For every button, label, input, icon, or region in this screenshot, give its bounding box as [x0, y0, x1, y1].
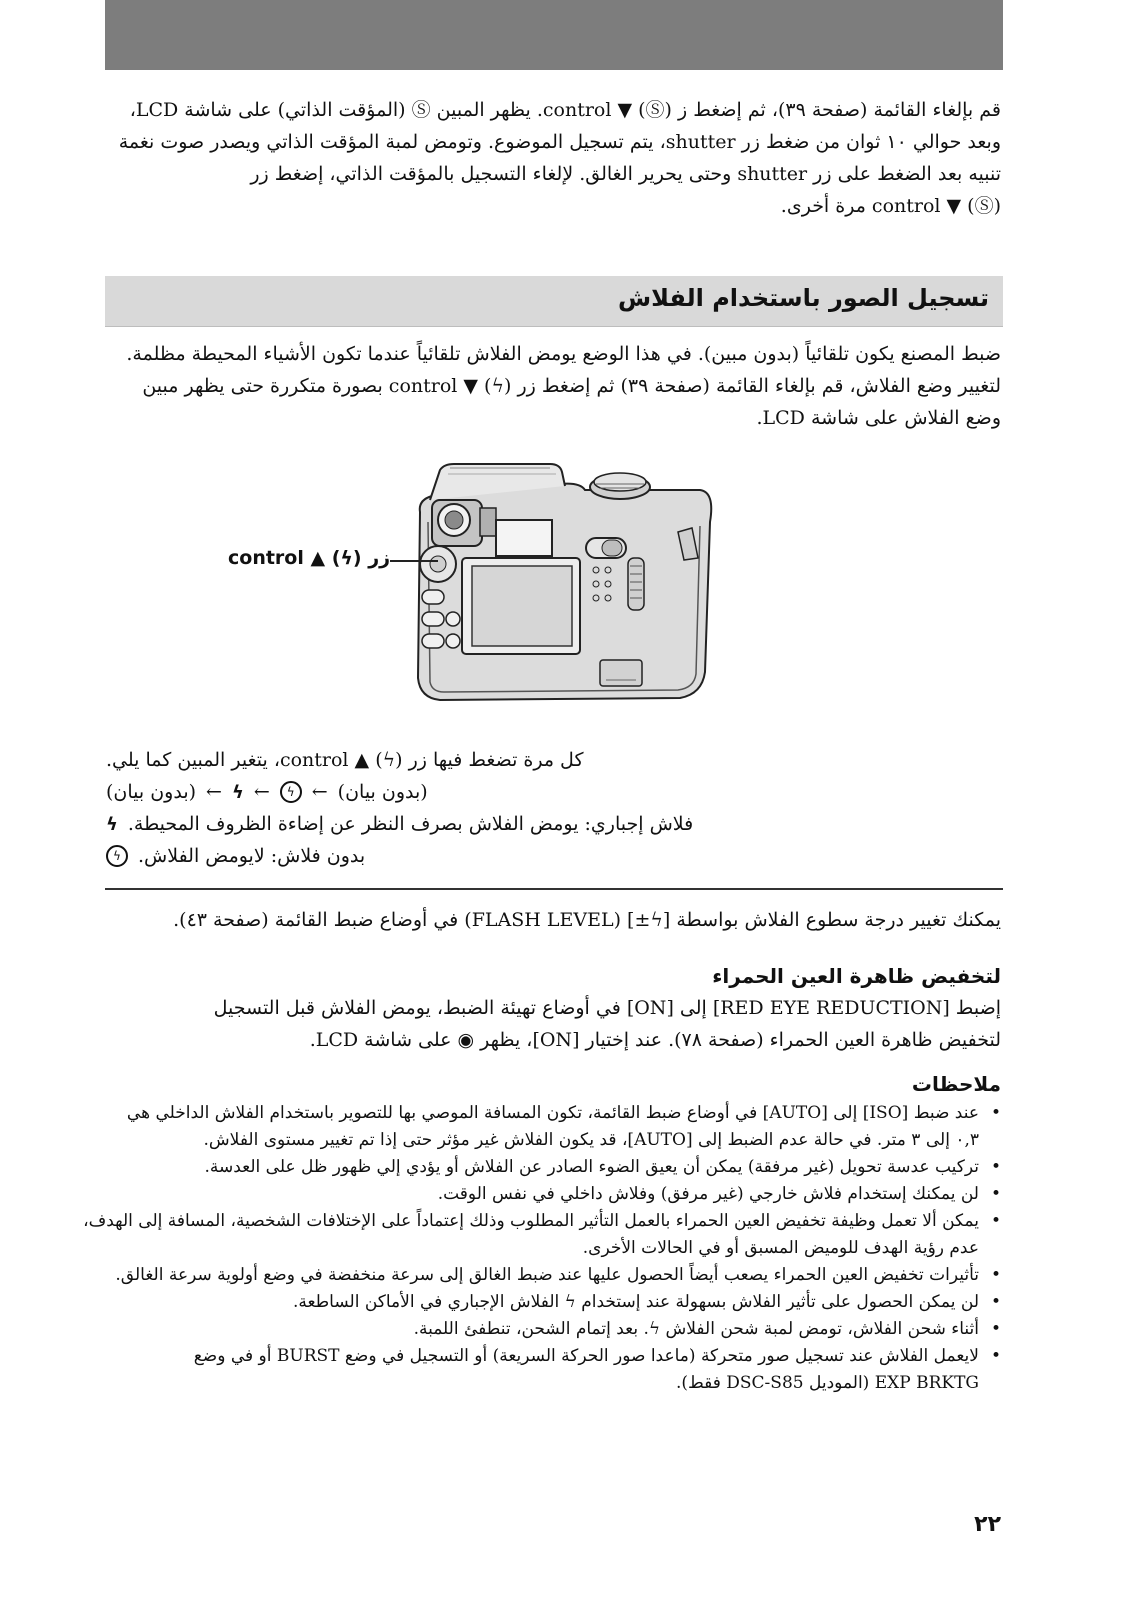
self-timer-paragraph [106, 94, 1001, 222]
flash-level-paragraph [106, 904, 1001, 936]
text-line: إضبط [RED EYE REDUCTION] إلى [ON] في أوضاع تهيئة الضبط، يومض الفلاش قبل التسجيل [213, 997, 1001, 1019]
note-line: • لايعمل الفلاش عند تسجيل صور متحركة (ماعدا صور الحركة السريعة) أو التسجيل في وضع BURST أو في وضع [193, 1346, 979, 1366]
note-line: • لن يمكنك إستخدام فلاش خارجي (غير مرفق) وفلاش داخلي في نفس الوقت. [437, 1184, 979, 1204]
text-line: وبعد حوالي ١٠ ثوان من ضغط زر shutter، يتم تسجيل الموضوع. وتومض لمبة المؤقت الذاتي ويصدر صوت نغمة [118, 131, 1001, 153]
page-number: ٢٢ [974, 1512, 1001, 1537]
text-line: control ▼ (Ⓢ) مرة أخرى. [780, 195, 1001, 217]
notes-list [83, 1100, 1001, 1397]
notes-section [83, 1068, 1001, 1397]
no-flash-icon [106, 845, 128, 867]
text-line: لتخفيض ظاهرة العين الحمراء (صفحة ٧٨). عند إختيار [ON]، يظهر ◉ على شاشة LCD. [309, 1029, 1001, 1051]
list-item [106, 1262, 1001, 1289]
notes-heading: ملاحظات [911, 1072, 1001, 1096]
arrow-icon: ← [311, 781, 328, 803]
note-line: • تركيب عدسة تحويل (غير مرفقة) يمكن أن يعيق الضوء الصادر عن الفلاش أو يؤدي إلي ظهور ظل على العدسة. [204, 1157, 979, 1177]
text-line: وضع الفلاش على شاشة LCD. [756, 407, 1001, 429]
mode-forced [106, 808, 1001, 840]
list-item [106, 1343, 1001, 1397]
modes-intro [106, 744, 1001, 776]
flash-intro-paragraph [106, 338, 1001, 434]
red-eye-section [106, 960, 1001, 1056]
list-item [106, 1100, 1001, 1154]
figure-label: زر control ▲ (ϟ) [228, 547, 391, 569]
note-line: • لن يمكن الحصول على تأثير الفلاش بسهولة عند إستخدام ϟ الفلاش الإجباري في الأماكن الساطعة. [292, 1292, 979, 1312]
text-line: قم بإلغاء القائمة (صفحة ٣٩)، ثم إضغط ز control ▼ (Ⓢ). يظهر المبين Ⓢ (المؤقت الذاتي) على شاشة LCD، [129, 99, 1001, 121]
text-line: تنبيه بعد الضغط على زر shutter وحتى يحرير الغالق. لإلغاء التسجيل بالمؤقت الذاتي، إضغط زر [250, 163, 1001, 185]
no-flash-icon [280, 781, 302, 803]
no-flash-glyph: ϟ [113, 849, 121, 863]
leader-line [390, 560, 438, 562]
mode-cycle [106, 776, 1001, 808]
note-line: عدم رؤية الهدف للوميض المسبق أو في الحالات الأخرى. [582, 1238, 979, 1258]
cycle-start: (بدون بيان) [106, 781, 197, 803]
note-line: • أثناء شحن الفلاش، تومض لمبة شحن الفلاش ϟ. بعد إتمام الشحن، تنطفئ اللمبة. [413, 1319, 979, 1339]
list-item [106, 1181, 1001, 1208]
note-line: ٠,٣ إلى ٣ متر. في حالة عدم الضبط إلى [AUTO]، قد يكون الفلاش غير مؤثر حتى إذا تم تغيير مستوى الفلاش. [203, 1130, 979, 1150]
text-line: يمكنك تغيير درجة سطوع الفلاش بواسطة [ϟ±] (FLASH LEVEL) في أوضاع ضبط القائمة (صفحة ٤٣). [173, 909, 1001, 931]
arrow-icon: ← [253, 781, 270, 803]
flash-modes [106, 744, 1001, 872]
no-flash-glyph: ϟ [286, 785, 295, 799]
note-line: • عند ضبط [ISO] إلى [AUTO] في أوضاع ضبط القائمة، تكون المسافة الموصي بها للتصوير باستخدام الفلاش الداخلي هي [126, 1103, 979, 1123]
text-line: ضبط المصنع يكون تلقائياً (بدون مبين). في هذا الوضع يومض الفلاش تلقائياً عندما تكون الأشياء المحيطة مظلمة. [126, 343, 1001, 365]
note-line: EXP BRKTG (الموديل DSC-S85 فقط). [675, 1373, 979, 1393]
cycle-end: (بدون بيان) [337, 781, 428, 803]
modes-intro-text: كل مرة تضغط فيها زر control ▲ (ϟ)، يتغير المبين كما يلي. [106, 749, 584, 771]
flash-icon: ϟ [106, 813, 118, 835]
list-item [106, 1154, 1001, 1181]
section-title: تسجيل الصور باستخدام الفلاش [617, 284, 989, 312]
list-item [106, 1289, 1001, 1316]
list-item [83, 1208, 1001, 1262]
text-line: لتغيير وضع الفلاش، قم بإلغاء القائمة (صفحة ٣٩) ثم إضغط زر control ▼ (ϟ) بصورة متكررة حتى يظهر مبين [142, 375, 1001, 397]
red-eye-heading: لتخفيض ظاهرة العين الحمراء [712, 964, 1001, 988]
list-item [106, 1316, 1001, 1343]
page-header-bar [105, 0, 1003, 70]
flash-icon: ϟ [231, 781, 244, 803]
mode-no-flash-text: بدون فلاش: لايومض الفلاش. [138, 845, 366, 867]
mode-no-flash [106, 840, 1001, 872]
mode-forced-text: فلاش إجباري: يومض الفلاش بصرف النظر عن إضاءة الظروف المحيطة. [127, 813, 694, 835]
note-line: • يمكن ألا تعمل وظيفة تخفيض العين الحمراء بالعمل التأثير المطلوب وذلك إعتماداً على الإختلافات الشخصية، المسافة إلى الهدف، [83, 1211, 979, 1231]
section-header [105, 276, 1003, 327]
section-divider [105, 888, 1003, 890]
note-line: • تأثيرات تخفيض العين الحمراء يصعب أيضاً الحصول عليها عند ضبط الغالق إلى سرعة منخفضة في وضع أولوية سرعة الغالق. [115, 1265, 979, 1285]
arrow-icon: ← [206, 781, 222, 803]
camera-back-icon [410, 462, 720, 710]
